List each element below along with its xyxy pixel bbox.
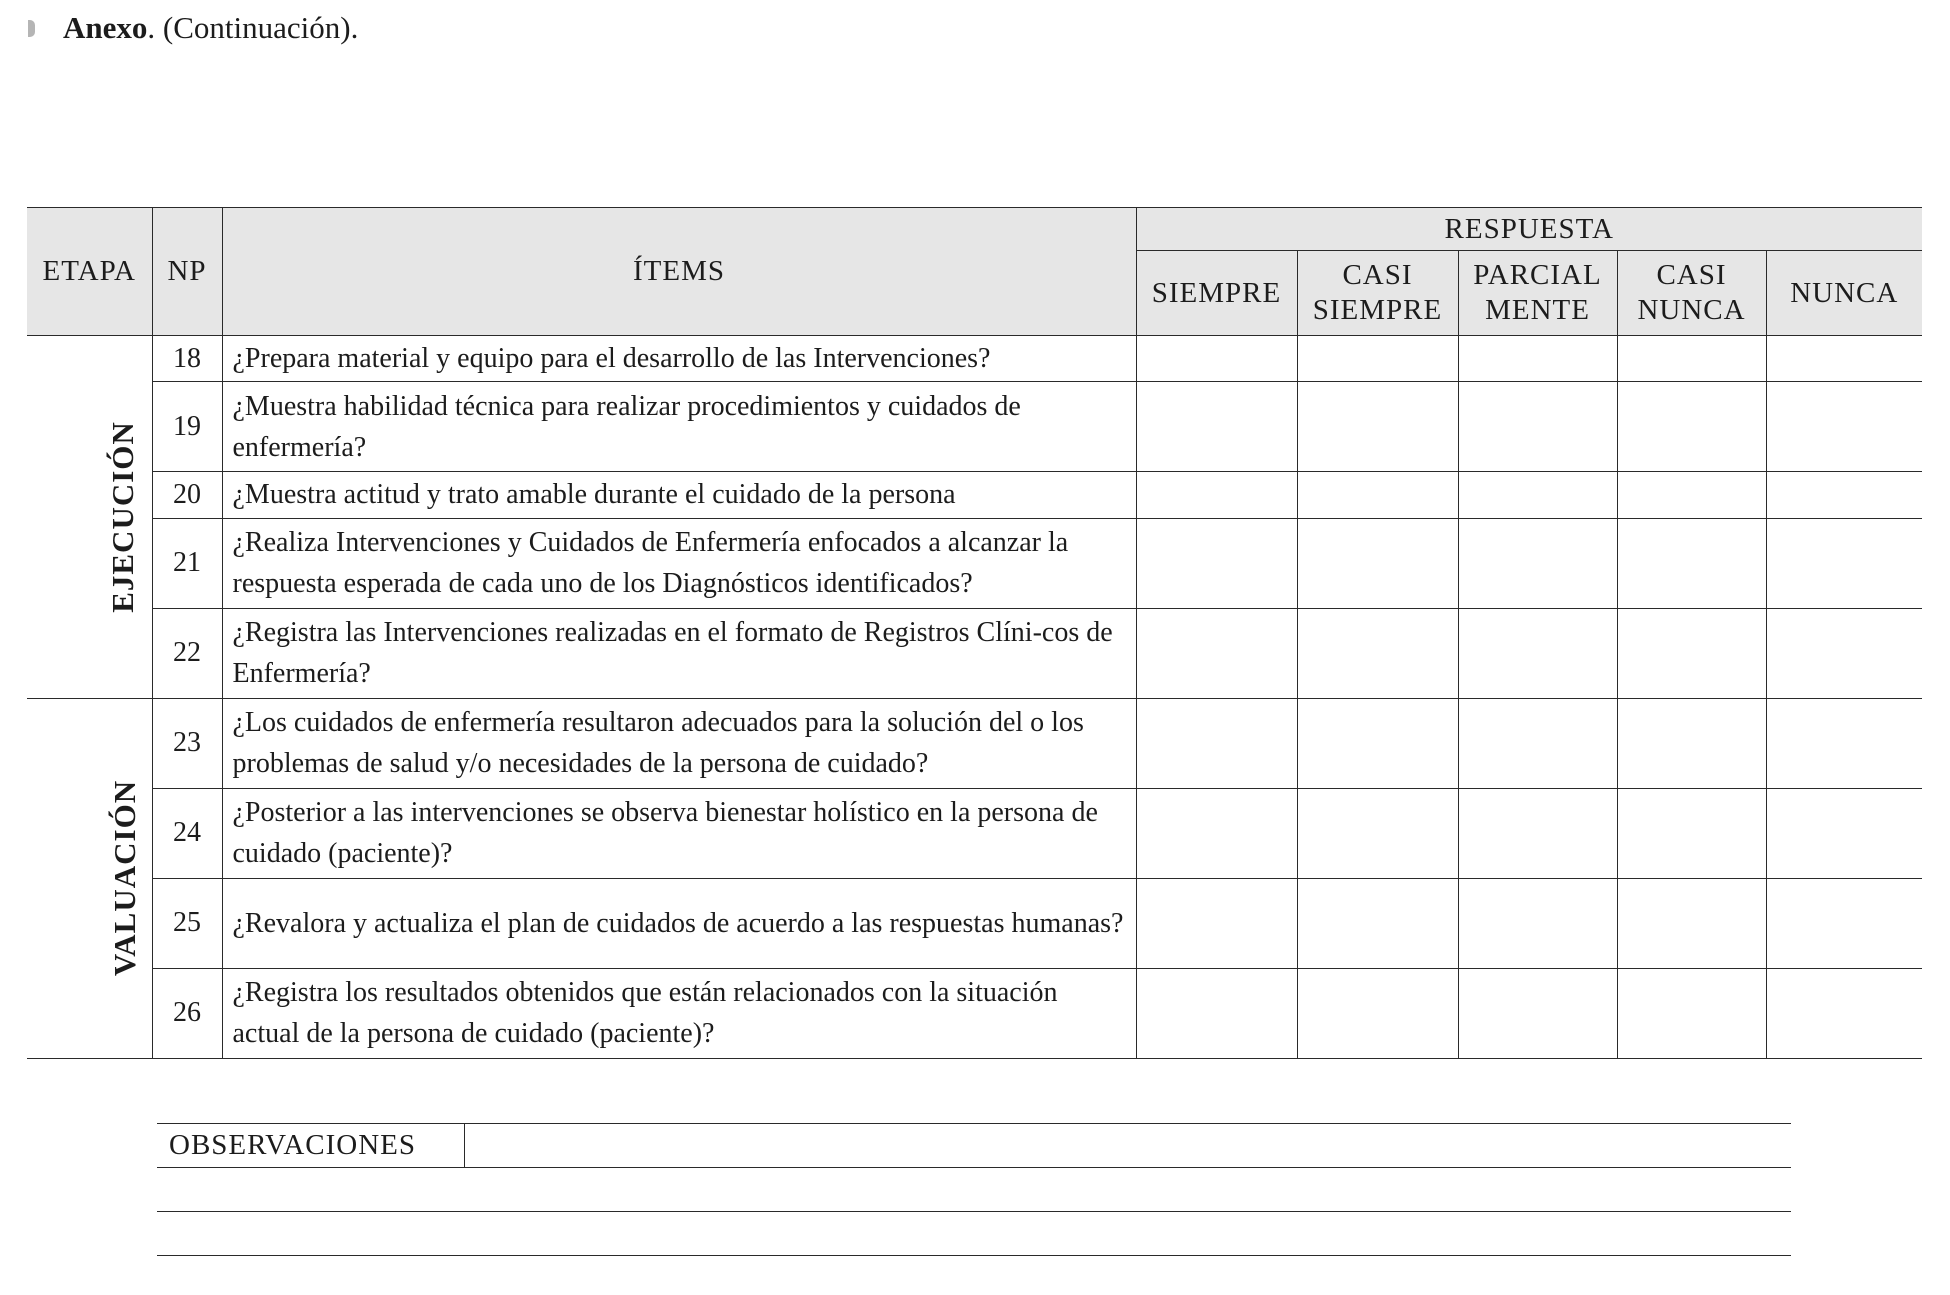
caption-label: Anexo <box>63 10 148 45</box>
header-respuesta: RESPUESTA <box>1136 208 1922 251</box>
answer-cell[interactable] <box>1136 698 1297 788</box>
row-item: ¿Posterior a las intervenciones se observa bienestar holístico en la persona de cuidado (paciente)? <box>222 788 1136 878</box>
table-row <box>27 382 1922 472</box>
header-option: CASI NUNCA <box>1617 251 1766 336</box>
header-etapa: ETAPA <box>27 208 152 336</box>
row-np: 18 <box>152 336 222 382</box>
answer-cell[interactable] <box>1458 968 1617 1058</box>
table-row <box>27 608 1922 698</box>
row-np: 21 <box>152 518 222 608</box>
answer-cell[interactable] <box>1766 472 1922 518</box>
answer-cell[interactable] <box>1617 518 1766 608</box>
answer-cell[interactable] <box>1766 382 1922 472</box>
observations-line <box>157 1123 1791 1168</box>
answer-cell[interactable] <box>1136 382 1297 472</box>
header-np: NP <box>152 208 222 336</box>
answer-cell[interactable] <box>1297 518 1458 608</box>
caption-text: . (Continuación). <box>147 10 359 45</box>
answer-cell[interactable] <box>1297 968 1458 1058</box>
answer-cell[interactable] <box>1297 336 1458 382</box>
header-option: NUNCA <box>1766 251 1922 336</box>
answer-cell[interactable] <box>1617 336 1766 382</box>
row-np: 26 <box>152 968 222 1058</box>
answer-cell[interactable] <box>1136 878 1297 968</box>
answer-cell[interactable] <box>1136 788 1297 878</box>
header-option: SIEMPRE <box>1136 251 1297 336</box>
table-row <box>27 518 1922 608</box>
answer-cell[interactable] <box>1297 698 1458 788</box>
answer-cell[interactable] <box>1617 608 1766 698</box>
answer-cell[interactable] <box>1136 968 1297 1058</box>
answer-cell[interactable] <box>1297 878 1458 968</box>
answer-cell[interactable] <box>1458 382 1617 472</box>
table-row <box>27 968 1922 1058</box>
answer-cell[interactable] <box>1766 518 1922 608</box>
stage-ejecucion: EJECUCIÓN <box>27 336 152 699</box>
answer-cell[interactable] <box>1136 518 1297 608</box>
answer-cell[interactable] <box>1458 878 1617 968</box>
table-row <box>27 472 1922 518</box>
row-item: ¿Muestra habilidad técnica para realizar procedimientos y cuidados de enfermería? <box>222 382 1136 472</box>
header-items: ÍTEMS <box>222 208 1136 336</box>
row-item: ¿Registra los resultados obtenidos que están relacionados con la situación actual de la persona de cuidado (paciente)? <box>222 968 1136 1058</box>
answer-cell[interactable] <box>1297 382 1458 472</box>
row-item: ¿Los cuidados de enfermería resultaron adecuados para la solución del o los problemas de salud y/o necesidades de la persona de cuidado? <box>222 698 1136 788</box>
answer-cell[interactable] <box>1617 788 1766 878</box>
answer-cell[interactable] <box>1297 788 1458 878</box>
observations-line[interactable] <box>157 1168 1791 1212</box>
row-np: 22 <box>152 608 222 698</box>
row-item: ¿Realiza Intervenciones y Cuidados de Enfermería enfocados a alcanzar la respuesta esperada de cada uno de los Diagnósticos identificados? <box>222 518 1136 608</box>
bullet-marker-icon <box>28 20 35 37</box>
answer-cell[interactable] <box>1766 878 1922 968</box>
answer-cell[interactable] <box>1617 698 1766 788</box>
observations-input[interactable] <box>465 1124 1791 1167</box>
answer-cell[interactable] <box>1766 968 1922 1058</box>
answer-cell[interactable] <box>1458 788 1617 878</box>
answer-cell[interactable] <box>1458 608 1617 698</box>
answer-cell[interactable] <box>1458 472 1617 518</box>
row-np: 20 <box>152 472 222 518</box>
answer-cell[interactable] <box>1617 968 1766 1058</box>
table-row <box>27 878 1922 968</box>
observations-section <box>157 1123 1791 1256</box>
answer-cell[interactable] <box>1136 608 1297 698</box>
answer-cell[interactable] <box>1617 472 1766 518</box>
row-np: 19 <box>152 382 222 472</box>
row-item: ¿Revalora y actualiza el plan de cuidados de acuerdo a las respuestas humanas? <box>222 878 1136 968</box>
answer-cell[interactable] <box>1136 336 1297 382</box>
answer-cell[interactable] <box>1458 518 1617 608</box>
row-item: ¿Muestra actitud y trato amable durante el cuidado de la persona <box>222 472 1136 518</box>
answer-cell[interactable] <box>1766 336 1922 382</box>
header-option: CASI SIEMPRE <box>1297 251 1458 336</box>
table-row <box>27 788 1922 878</box>
answer-cell[interactable] <box>1458 698 1617 788</box>
row-np: 24 <box>152 788 222 878</box>
answer-cell[interactable] <box>1766 788 1922 878</box>
answer-cell[interactable] <box>1458 336 1617 382</box>
table-row <box>27 698 1922 788</box>
caption <box>28 10 358 46</box>
row-np: 23 <box>152 698 222 788</box>
answer-cell[interactable] <box>1297 472 1458 518</box>
header-option: PARCIAL MENTE <box>1458 251 1617 336</box>
observations-label: OBSERVACIONES <box>157 1124 465 1167</box>
row-item: ¿Registra las Intervenciones realizadas en el formato de Registros Clíni-cos de Enfermería? <box>222 608 1136 698</box>
answer-cell[interactable] <box>1766 608 1922 698</box>
row-np: 25 <box>152 878 222 968</box>
table-row <box>27 336 1922 382</box>
evaluation-table <box>27 207 1922 1059</box>
row-item: ¿Prepara material y equipo para el desarrollo de las Intervenciones? <box>222 336 1136 382</box>
answer-cell[interactable] <box>1136 472 1297 518</box>
answer-cell[interactable] <box>1617 382 1766 472</box>
answer-cell[interactable] <box>1766 698 1922 788</box>
answer-cell[interactable] <box>1297 608 1458 698</box>
answer-cell[interactable] <box>1617 878 1766 968</box>
observations-line[interactable] <box>157 1212 1791 1256</box>
stage-valuacion: VALUACIÓN <box>27 698 152 1058</box>
